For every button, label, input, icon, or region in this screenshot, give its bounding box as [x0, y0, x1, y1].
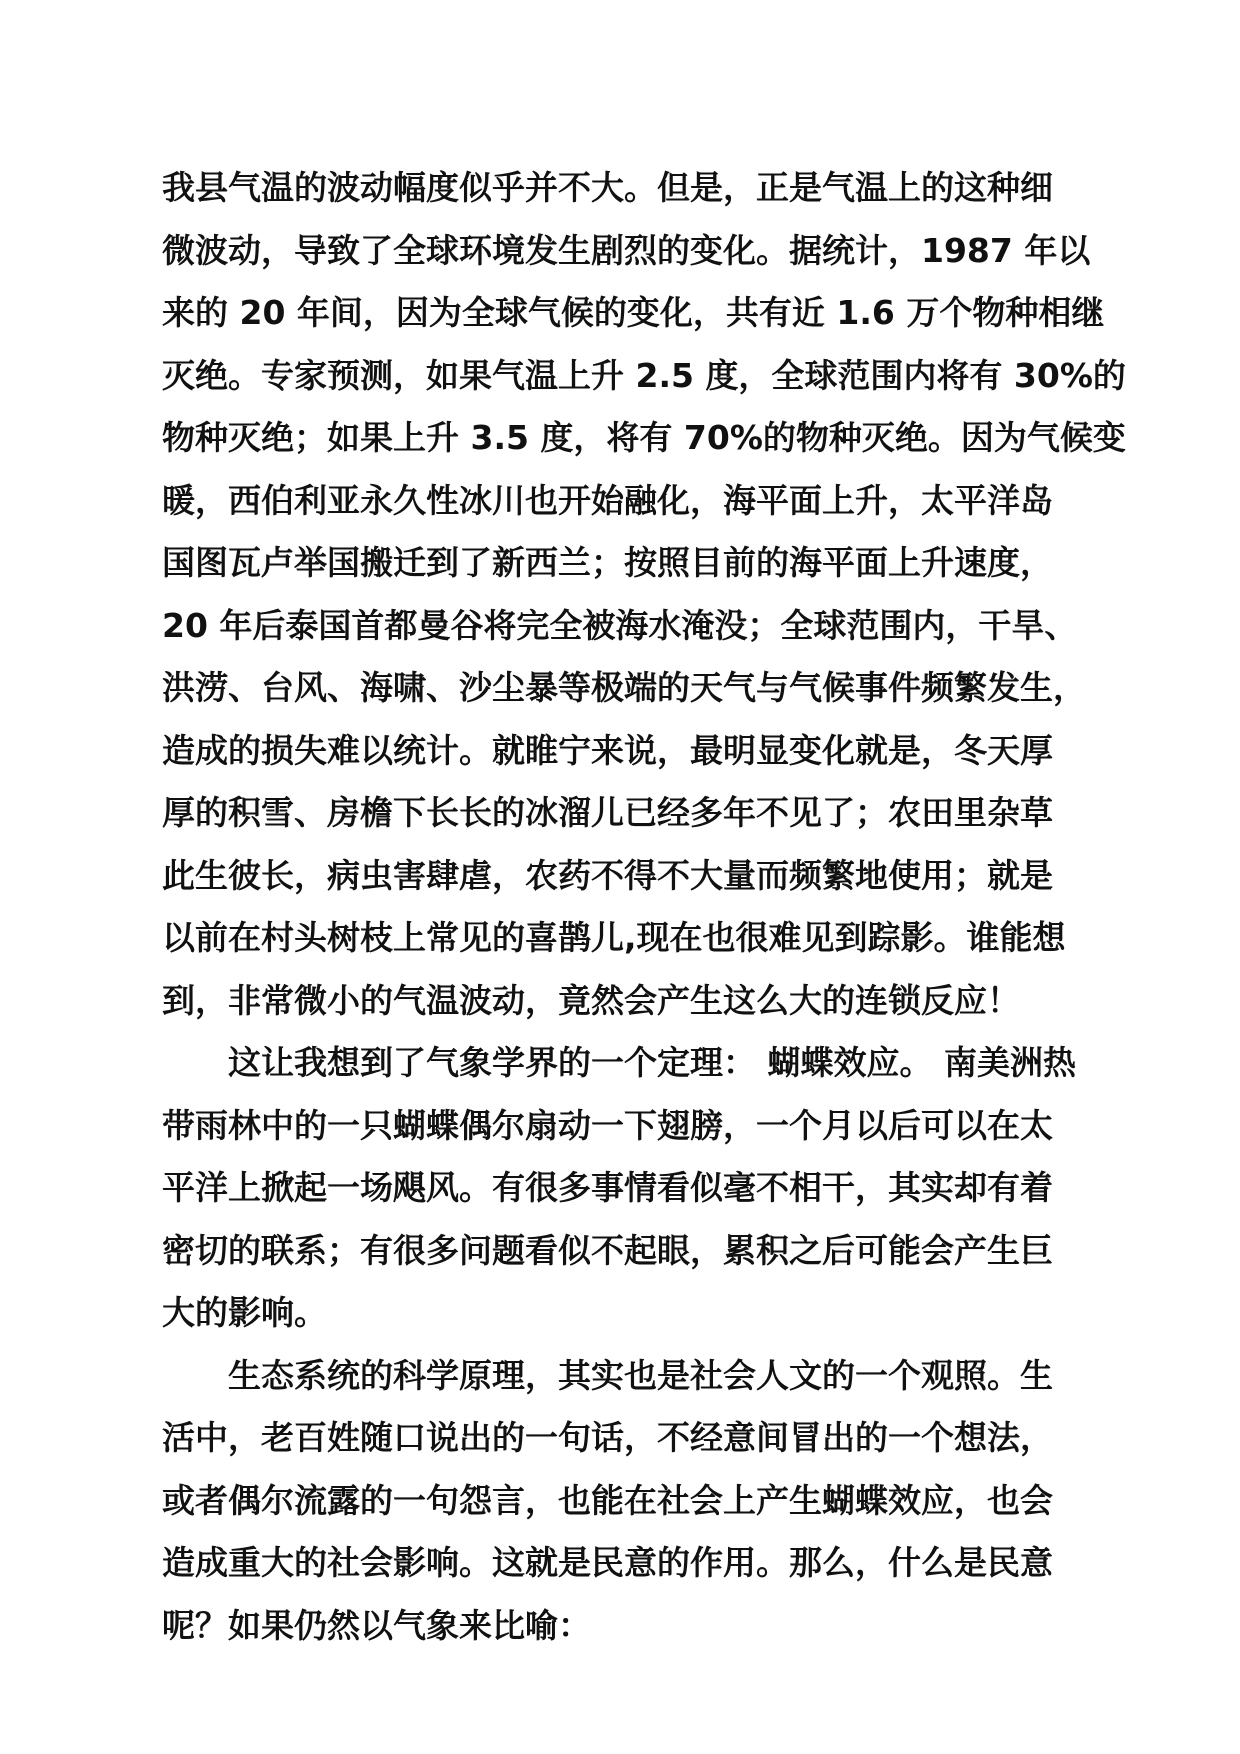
- text-line: 来的 20 年间，因为全球气候的变化，共有近 1.6 万个物种相继: [162, 293, 1105, 332]
- text-line: 厚的积雪、房檐下长长的冰溜儿已经多年不见了；农田里杂草: [162, 793, 1053, 832]
- text-line: 造成的损失难以统计。就睢宁来说，最明显变化就是，冬天厚: [162, 730, 1053, 770]
- text-line: 我县气温的波动幅度似乎并不大。但是，正是气温上的这种细: [162, 168, 1053, 207]
- paragraph-butterfly-effect: [162, 1032, 1102, 1345]
- text-line: 或者偶尔流露的一句怨言，也能在社会上产生蝴蝶效应，也会: [162, 1480, 1053, 1520]
- text-line: 以前在村头树枝上常见的喜鹊儿,现在也很难见到踪影。谁能想: [162, 918, 1066, 957]
- text-line: 灭绝。专家预测，如果气温上升 2.5 度，全球范围内将有 30%的: [162, 355, 1126, 395]
- text-line: 密切的联系；有很多问题看似不起眼，累积之后可能会产生巨: [162, 1230, 1053, 1270]
- text-line: 活中，老百姓随口说出的一句话，不经意间冒出的一个想法，: [162, 1418, 1053, 1457]
- text-line: 暖，西伯利亚永久性冰川也开始融化，海平面上升，太平洋岛: [162, 480, 1053, 520]
- text-line: 大的影响。: [162, 1293, 327, 1332]
- text-line: 20 年后泰国首都曼谷将完全被海水淹没；全球范围内，干旱、: [162, 605, 1078, 645]
- text-line: 到，非常微小的气温波动，竟然会产生这么大的连锁反应！: [162, 980, 1020, 1020]
- text-line: 生态系统的科学原理，其实也是社会人文的一个观照。生: [228, 1355, 1053, 1395]
- text-line: 造成重大的社会影响。这就是民意的作用。那么，什么是民意: [162, 1543, 1053, 1582]
- text-line: 国图瓦卢举国搬迁到了新西兰；按照目前的海平面上升速度，: [162, 543, 1053, 582]
- text-line: 平洋上掀起一场飓风。有很多事情看似毫不相干，其实却有着: [162, 1168, 1053, 1207]
- text-line: 呢？如果仍然以气象来比喻：: [162, 1605, 591, 1645]
- paragraph-public-opinion: [162, 1345, 1102, 1658]
- paragraph-climate-impact: [162, 157, 1126, 1032]
- text-line: 微波动，导致了全球环境发生剧烈的变化。据统计，1987 年以: [162, 230, 1091, 270]
- text-line: 此生彼长，病虫害肆虐，农药不得不大量而频繁地使用；就是: [162, 855, 1053, 895]
- text-line: 物种灭绝；如果上升 3.5 度，将有 70%的物种灭绝。因为气候变: [162, 418, 1126, 457]
- text-line: 带雨林中的一只蝴蝶偶尔扇动一下翅膀，一个月以后可以在太: [162, 1105, 1053, 1145]
- text-line: 洪涝、台风、海啸、沙尘暴等极端的天气与气候事件频繁发生，: [162, 668, 1086, 707]
- body-text: [162, 157, 1126, 1657]
- text-line: 这让我想到了气象学界的一个定理： 蝴蝶效应。 南美洲热: [228, 1043, 1076, 1082]
